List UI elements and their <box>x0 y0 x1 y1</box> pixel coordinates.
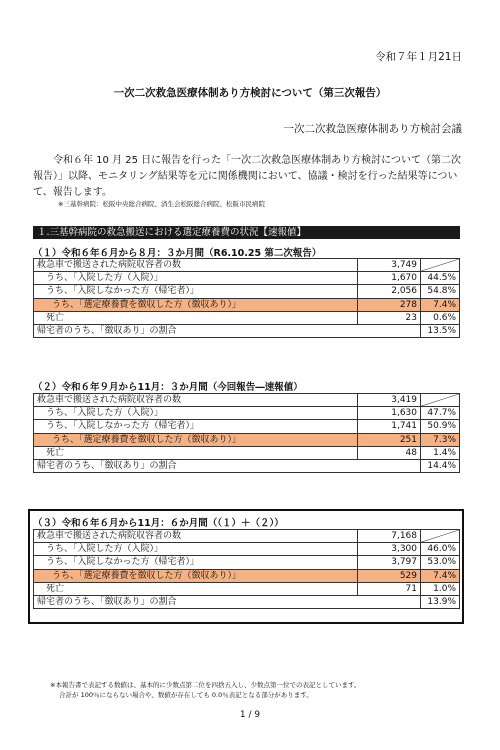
row-percent: 53.0% <box>421 556 460 569</box>
row-count: 71 <box>358 582 421 595</box>
empty-slash-cell <box>421 394 460 407</box>
row-label: 死亡 <box>34 446 358 459</box>
table2 <box>33 393 460 473</box>
row-label: うち、「選定療養費を徴収した方（徴収あり）」 <box>34 298 358 311</box>
row-label: 帰宅者のうち、「徴収あり」の割合 <box>34 324 421 337</box>
row-count: 3,300 <box>358 543 421 556</box>
row-percent: 7.4% <box>421 298 460 311</box>
table3-heading: （３）令和６年６月から11月：６か月間（（１）＋（２）） <box>33 518 284 529</box>
report-date: 令和７年１月21日 <box>375 51 462 63</box>
intro-paragraph: 令和６年 10 月 25 日に報告を行った「一次二次救急医療体制あり方検討について（第二次報告）」以降、モニタリング結果等を元に関係機関において、協議・検討を行った結果等について、報告します。 <box>33 155 461 198</box>
row-label: うち、「入院しなかった方（帰宅者）」 <box>34 420 358 433</box>
row-percent: 46.0% <box>421 543 460 556</box>
table-row <box>34 311 460 324</box>
footnote-line-1: ※本報告書で表記する数値は、基本的に少数点第二位を四捨五入し、少数点第一位での表記としています。 <box>50 681 361 689</box>
row-count: 2,056 <box>358 285 421 298</box>
section-title-bar: １.三基幹病院の救急搬送における選定療養費の状況【速報値】 <box>33 226 460 239</box>
row-count: 278 <box>358 298 421 311</box>
row-percent: 7.3% <box>421 433 460 446</box>
row-label: うち、「入院しなかった方（帰宅者）」 <box>34 285 358 298</box>
row-count: 23 <box>358 311 421 324</box>
table-row <box>34 394 460 407</box>
table-row-highlighted <box>34 433 460 446</box>
empty-slash-cell <box>421 530 460 543</box>
empty-slash-cell <box>421 259 460 272</box>
row-label: うち、「入院した方（入院）」 <box>34 543 358 556</box>
table-row <box>34 420 460 433</box>
table-row <box>34 285 460 298</box>
row-percent: 0.6% <box>421 311 460 324</box>
bottom-footnote <box>50 680 360 700</box>
table1 <box>33 258 460 338</box>
report-title: 一次二次救急医療体制あり方検討について（第三次報告） <box>113 87 387 99</box>
row-label: 救急車で搬送された病院収容者の数 <box>34 259 358 272</box>
row-count: 3,749 <box>358 259 421 272</box>
row-count: 3,419 <box>358 394 421 407</box>
row-count: 529 <box>358 569 421 582</box>
row-percent: 14.4% <box>421 459 460 472</box>
row-label: うち、「選定療養費を徴収した方（徴収あり）」 <box>34 569 358 582</box>
row-percent: 44.5% <box>421 272 460 285</box>
row-count: 3,797 <box>358 556 421 569</box>
row-label: 帰宅者のうち、「徴収あり」の割合 <box>34 459 421 472</box>
table1-heading: （１）令和６年６月から８月：３か月間（R6.10.25 第二次報告） <box>33 248 322 259</box>
row-percent: 1.0% <box>421 582 460 595</box>
table-row-highlighted <box>34 569 460 582</box>
row-label: うち、「選定療養費を徴収した方（徴収あり）」 <box>34 433 358 446</box>
row-label: うち、「入院した方（入院）」 <box>34 272 358 285</box>
table2-heading: （２）令和６年９月から11月：３か月間（今回報告―速報値） <box>33 382 303 393</box>
footnote-line-2: 合計が 100％にならない場合や、数値が存在しても 0.0％表記となる部分があります。 <box>59 691 313 699</box>
table-row <box>34 582 460 595</box>
table-row <box>34 259 460 272</box>
row-label: うち、「入院しなかった方（帰宅者）」 <box>34 556 358 569</box>
table-row <box>34 407 460 420</box>
row-percent: 47.7% <box>421 407 460 420</box>
table3 <box>33 529 460 609</box>
hospitals-note: ※三基幹病院：松阪中央総合病院、済生会松阪総合病院、松阪市民病院 <box>58 200 265 208</box>
row-count: 1,741 <box>358 420 421 433</box>
row-percent: 7.4% <box>421 569 460 582</box>
row-label: 死亡 <box>34 311 358 324</box>
row-percent: 1.4% <box>421 446 460 459</box>
row-label: 帰宅者のうち、「徴収あり」の割合 <box>34 595 421 608</box>
table-row <box>34 446 460 459</box>
row-percent: 13.9% <box>421 595 460 608</box>
table-row <box>34 595 460 608</box>
page-number: 1 / 9 <box>239 710 261 720</box>
row-label: うち、「入院した方（入院）」 <box>34 407 358 420</box>
table-row <box>34 530 460 543</box>
table-row <box>34 324 460 337</box>
row-label: 救急車で搬送された病院収容者の数 <box>34 530 358 543</box>
row-count: 251 <box>358 433 421 446</box>
row-label: 死亡 <box>34 582 358 595</box>
table-row <box>34 272 460 285</box>
table-row <box>34 543 460 556</box>
row-count: 1,630 <box>358 407 421 420</box>
organization-name: 一次二次救急医療体制あり方検討会議 <box>283 123 462 135</box>
row-count: 7,168 <box>358 530 421 543</box>
row-count: 48 <box>358 446 421 459</box>
row-percent: 13.5% <box>421 324 460 337</box>
row-percent: 54.8% <box>421 285 460 298</box>
row-label: 救急車で搬送された病院収容者の数 <box>34 394 358 407</box>
table-row <box>34 459 460 472</box>
table-row <box>34 556 460 569</box>
row-count: 1,670 <box>358 272 421 285</box>
row-percent: 50.9% <box>421 420 460 433</box>
table-row-highlighted <box>34 298 460 311</box>
